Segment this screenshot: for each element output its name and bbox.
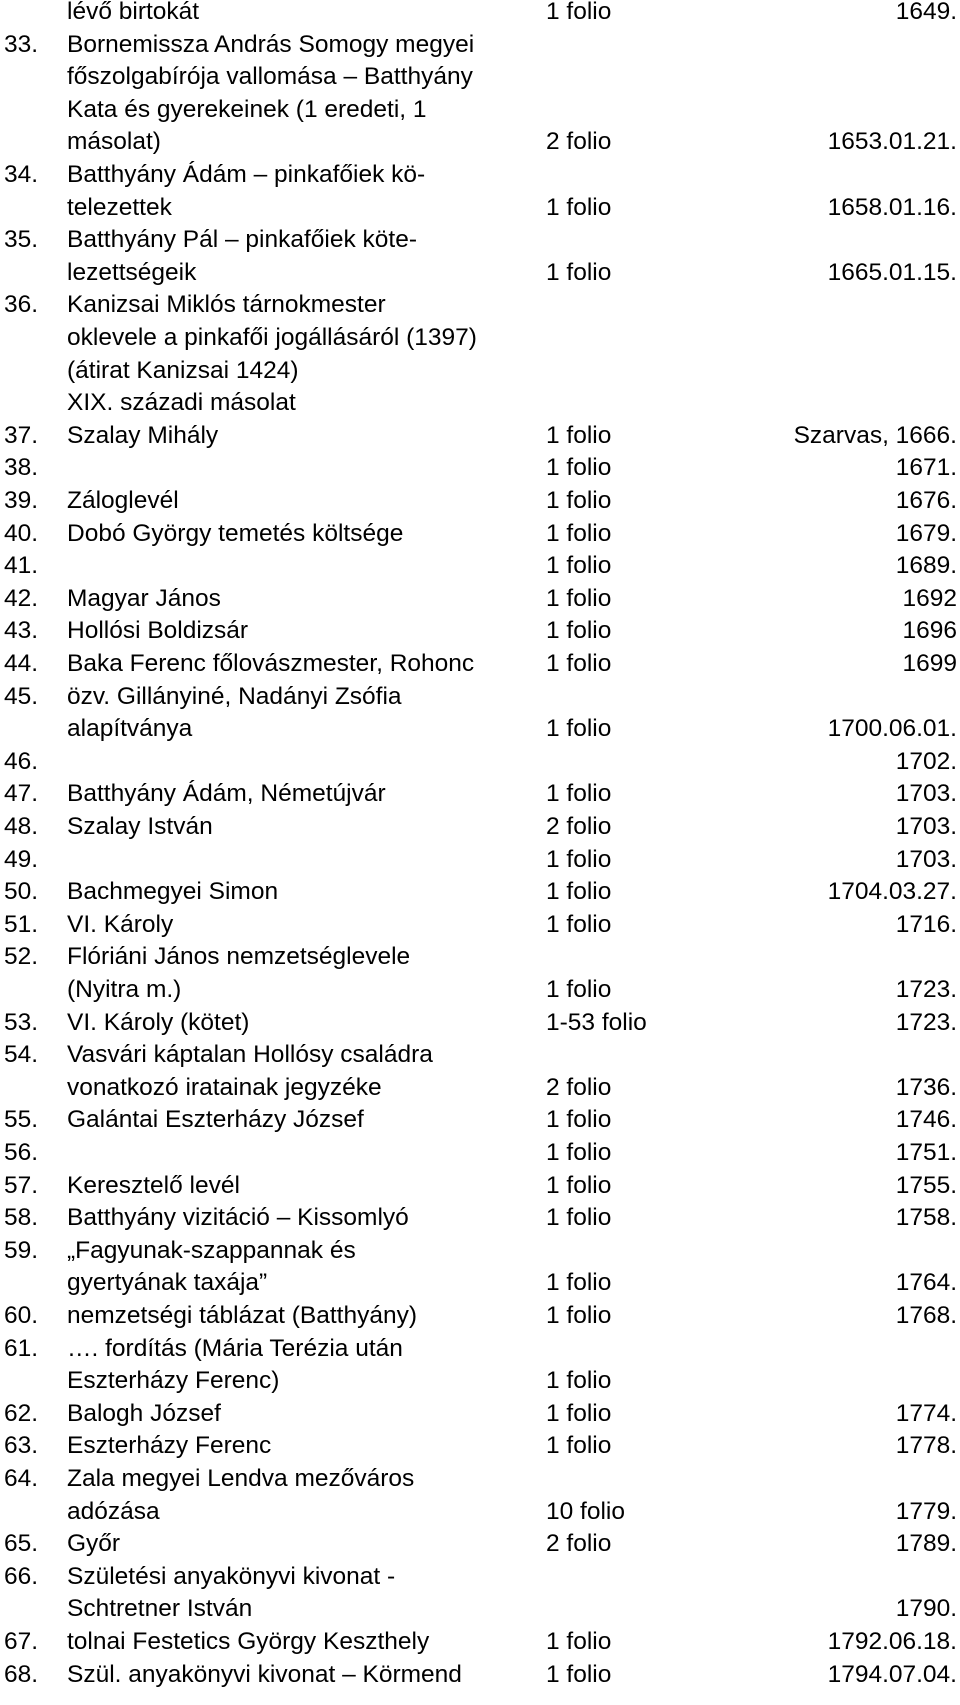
document-line <box>0 1463 960 1495</box>
document-line <box>0 387 960 419</box>
entry-date: 1653.01.21. <box>827 128 957 156</box>
entry-extent: 1 folio <box>546 454 612 482</box>
entry-number: 34. <box>4 161 39 188</box>
entry-title: Flóriáni János nemzetséglevele <box>67 943 411 971</box>
document-line <box>0 126 960 158</box>
document-line <box>0 94 960 126</box>
entry-extent: 2 folio <box>546 1073 612 1101</box>
document-line <box>0 1593 960 1625</box>
entry-number: 60. <box>4 1302 39 1329</box>
entry-number: 49. <box>4 845 39 873</box>
entry-extent: 1 folio <box>546 715 612 743</box>
entry-extent: 1 folio <box>546 845 612 873</box>
entry-date: 1704.03.27. <box>827 878 957 906</box>
entry-number: 58. <box>4 1204 39 1232</box>
entry-number: 37. <box>4 421 39 449</box>
document-line <box>0 1365 960 1397</box>
entry-title: Eszterházy Ferenc <box>67 1432 272 1460</box>
entry-number: 67. <box>4 1628 39 1655</box>
entry-date: 1764. <box>895 1269 957 1297</box>
entry-number: 66. <box>4 1562 39 1590</box>
document-line <box>0 746 960 778</box>
entry-extent: 1 folio <box>546 1204 612 1232</box>
document-line <box>0 1496 960 1528</box>
entry-title: özv. Gillányiné, Nadányi Zsófia <box>67 682 402 710</box>
entry-number: 55. <box>4 1106 39 1134</box>
document-line <box>0 485 960 517</box>
entry-date: 1774. <box>895 1399 957 1427</box>
entry-title: Keresztelő levél <box>67 1171 240 1199</box>
entry-extent: 1 folio <box>546 1302 612 1329</box>
entry-title: Születési anyakönyvi kivonat - <box>67 1562 396 1590</box>
document-line <box>0 322 960 354</box>
document-line <box>0 0 960 28</box>
entry-date: 1665.01.15. <box>827 258 957 286</box>
entry-number: 57. <box>4 1171 39 1199</box>
entry-number: 42. <box>4 584 39 612</box>
document-line <box>0 1137 960 1169</box>
entry-number: 44. <box>4 650 39 677</box>
entry-number: 48. <box>4 813 39 840</box>
entry-number: 41. <box>4 552 39 580</box>
document-line <box>0 681 960 713</box>
entry-date: 1703. <box>895 813 957 840</box>
entry-number: 54. <box>4 1041 39 1069</box>
entry-title: nemzetségi táblázat (Batthyány) <box>67 1302 417 1329</box>
entry-title: Szalay Mihály <box>67 421 219 449</box>
entry-title: Zala megyei Lendva mezőváros <box>67 1465 415 1492</box>
entry-title: Galántai Eszterházy József <box>67 1106 364 1134</box>
document-line <box>0 61 960 93</box>
entry-extent: 1 folio <box>546 617 612 645</box>
entry-title: alapítványa <box>67 715 193 743</box>
entry-title: vonatkozó iratainak jegyzéke <box>67 1073 382 1101</box>
document-line <box>0 1300 960 1332</box>
entry-extent: 1 folio <box>546 780 612 808</box>
entry-date: 1676. <box>895 487 957 514</box>
entry-title: Batthyány vizitáció – Kissomlyó <box>67 1204 409 1232</box>
document-line <box>0 1561 960 1593</box>
entry-extent: 1 folio <box>546 1399 612 1427</box>
entry-title: tolnai Festetics György Keszthely <box>67 1628 430 1655</box>
entry-extent: 2 folio <box>546 813 612 840</box>
document-line <box>0 29 960 61</box>
entry-date: 1723. <box>895 1008 957 1036</box>
entry-number: 33. <box>4 30 39 58</box>
entry-title: lévő birtokát <box>67 0 200 25</box>
entry-title: Záloglevél <box>67 487 179 514</box>
document-line <box>0 1333 960 1365</box>
entry-number: 45. <box>4 682 39 710</box>
document-line <box>0 1202 960 1234</box>
entry-date: 1758. <box>895 1204 957 1232</box>
document-line <box>0 648 960 680</box>
document-line <box>0 844 960 876</box>
document-line <box>0 876 960 908</box>
entry-extent: 1 folio <box>546 421 612 449</box>
entry-extent: 1 folio <box>546 1660 612 1688</box>
entry-date: 1671. <box>895 454 957 482</box>
entry-number: 56. <box>4 1139 39 1166</box>
entry-date: 1723. <box>895 976 957 1003</box>
entry-date: Szarvas, 1666. <box>793 421 957 449</box>
entry-date: 1736. <box>895 1073 957 1101</box>
entry-date: 1696 <box>902 617 957 645</box>
entry-date: 1755. <box>895 1171 957 1199</box>
entry-extent: 2 folio <box>546 1530 612 1558</box>
entry-extent: 1 folio <box>546 1139 612 1166</box>
entry-title: Baka Ferenc főlovászmester, Rohonc <box>67 650 475 677</box>
entry-date: 1778. <box>895 1432 957 1460</box>
document-line <box>0 420 960 452</box>
document-line <box>0 355 960 387</box>
entry-number: 62. <box>4 1399 39 1427</box>
entry-title: „Fagyunak-szappannak és <box>67 1236 356 1264</box>
entry-date: 1792.06.18. <box>827 1628 957 1655</box>
entry-title: Hollósi Boldizsár <box>67 617 249 645</box>
document-line <box>0 974 960 1006</box>
entry-number: 53. <box>4 1008 39 1036</box>
entry-extent: 10 folio <box>546 1497 626 1525</box>
entry-extent: 1 folio <box>546 258 612 286</box>
document-line <box>0 1170 960 1202</box>
entry-extent: 1-53 folio <box>546 1008 647 1036</box>
document-line <box>0 452 960 484</box>
entry-number: 51. <box>4 910 39 938</box>
entry-extent: 1 folio <box>546 1106 612 1134</box>
entry-extent: 1 folio <box>546 650 612 677</box>
entry-extent: 1 folio <box>546 552 612 580</box>
entry-number: 50. <box>4 878 39 906</box>
document-line <box>0 192 960 224</box>
entry-extent: 1 folio <box>546 487 612 514</box>
entry-number: 36. <box>4 291 39 319</box>
entry-date: 1679. <box>895 519 957 547</box>
document-line <box>0 778 960 810</box>
document-line <box>0 159 960 191</box>
entry-date: 1703. <box>895 845 957 873</box>
entry-number: 43. <box>4 617 39 645</box>
entry-extent: 1 folio <box>546 193 612 221</box>
entry-title: (Nyitra m.) <box>67 976 182 1003</box>
document-line <box>0 1398 960 1430</box>
document-line <box>0 518 960 550</box>
entry-number: 46. <box>4 747 39 775</box>
entry-number: 40. <box>4 519 39 547</box>
entry-title: XIX. századi másolat <box>67 389 296 417</box>
document-line <box>0 1007 960 1039</box>
document-line <box>0 1104 960 1136</box>
entry-title: Batthyány Ádám – pinkafőiek kö- <box>67 161 426 188</box>
entry-title: főszolgabírója vallomása – Batthyány <box>67 63 473 91</box>
entry-title: Bachmegyei Simon <box>67 878 279 906</box>
document-line <box>0 583 960 615</box>
entry-date: 1658.01.16. <box>827 193 957 221</box>
document-line <box>0 1626 960 1658</box>
document-line <box>0 713 960 745</box>
entry-number: 59. <box>4 1236 39 1264</box>
entry-title: Dobó György temetés költsége <box>67 519 404 547</box>
document-line <box>0 289 960 321</box>
document-line <box>0 811 960 843</box>
entry-extent: 1 folio <box>546 1171 612 1199</box>
entry-date: 1768. <box>895 1302 957 1329</box>
entry-extent: 1 folio <box>546 1432 612 1460</box>
entry-extent: 1 folio <box>546 519 612 547</box>
entry-extent: 1 folio <box>546 584 612 612</box>
entry-date: 1649. <box>895 0 957 25</box>
entry-title: Bornemissza András Somogy megyei <box>67 30 475 58</box>
entry-number: 61. <box>4 1334 39 1362</box>
entry-date: 1790. <box>895 1595 957 1623</box>
entry-title: Eszterházy Ferenc) <box>67 1367 280 1395</box>
entry-title: Kanizsai Miklós tárnokmester <box>67 291 386 319</box>
entry-title: VI. Károly <box>67 910 174 938</box>
entry-extent: 1 folio <box>546 1269 612 1297</box>
entry-number: 52. <box>4 943 39 971</box>
entry-date: 1789. <box>895 1530 957 1558</box>
document-line <box>0 909 960 941</box>
document-line <box>0 550 960 582</box>
entry-extent: 1 folio <box>546 0 612 25</box>
entry-date: 1751. <box>895 1139 957 1166</box>
entry-date: 1779. <box>895 1497 957 1525</box>
entry-number: 63. <box>4 1432 39 1460</box>
entry-title: másolat) <box>67 128 161 156</box>
document-line <box>0 1039 960 1071</box>
document-line <box>0 941 960 973</box>
entry-title: lezettségeik <box>67 258 197 286</box>
entry-extent: 1 folio <box>546 1367 612 1395</box>
entry-number: 65. <box>4 1530 39 1558</box>
entry-title: oklevele a pinkafői jogállásáról (1397) <box>67 324 477 351</box>
entry-title: …. fordítás (Mária Terézia után <box>67 1334 403 1362</box>
entry-title: Vasvári káptalan Hollósy családra <box>67 1041 433 1069</box>
entry-extent: 1 folio <box>546 878 612 906</box>
entry-title: gyertyának taxája” <box>67 1269 268 1297</box>
document-line <box>0 1659 960 1691</box>
entry-date: 1702. <box>895 747 957 775</box>
entry-number: 35. <box>4 226 39 254</box>
entry-title: Szül. anyakönyvi kivonat – Körmend <box>67 1660 462 1688</box>
entry-title: Kata és gyerekeinek (1 eredeti, 1 <box>67 95 427 123</box>
entry-title: Magyar János <box>67 584 221 612</box>
entry-date: 1699 <box>902 650 957 677</box>
entry-title: Szalay István <box>67 813 213 840</box>
entry-extent: 1 folio <box>546 910 612 938</box>
entry-title: Balogh József <box>67 1399 221 1427</box>
document-line <box>0 224 960 256</box>
entry-title: Batthyány Ádám, Németújvár <box>67 780 386 808</box>
entry-number: 47. <box>4 780 39 808</box>
document-line <box>0 1267 960 1299</box>
entry-date: 1794.07.04. <box>827 1660 957 1688</box>
entry-date: 1700.06.01. <box>827 715 957 743</box>
entry-date: 1692 <box>902 584 957 612</box>
entry-date: 1703. <box>895 780 957 808</box>
entry-title: Schtretner István <box>67 1595 253 1623</box>
document-line <box>0 1430 960 1462</box>
entry-date: 1689. <box>895 552 957 580</box>
entry-extent: 2 folio <box>546 128 612 156</box>
entry-title: telezettek <box>67 193 172 221</box>
entry-number: 39. <box>4 487 39 514</box>
document-line <box>0 615 960 647</box>
entry-date: 1746. <box>895 1106 957 1134</box>
entry-number: 64. <box>4 1465 39 1492</box>
entry-extent: 1 folio <box>546 976 612 1003</box>
entry-number: 38. <box>4 454 39 482</box>
entry-title: Győr <box>67 1530 121 1558</box>
entry-title: (átirat Kanizsai 1424) <box>67 356 299 384</box>
entry-title: Batthyány Pál – pinkafőiek köte- <box>67 226 418 254</box>
entry-number: 68. <box>4 1660 39 1688</box>
document-line <box>0 1072 960 1104</box>
document-line <box>0 1235 960 1267</box>
entry-title: VI. Károly (kötet) <box>67 1008 250 1036</box>
entry-extent: 1 folio <box>546 1628 612 1655</box>
document-line <box>0 257 960 289</box>
document-line <box>0 1528 960 1560</box>
entry-title: adózása <box>67 1497 160 1525</box>
entry-date: 1716. <box>895 910 957 938</box>
